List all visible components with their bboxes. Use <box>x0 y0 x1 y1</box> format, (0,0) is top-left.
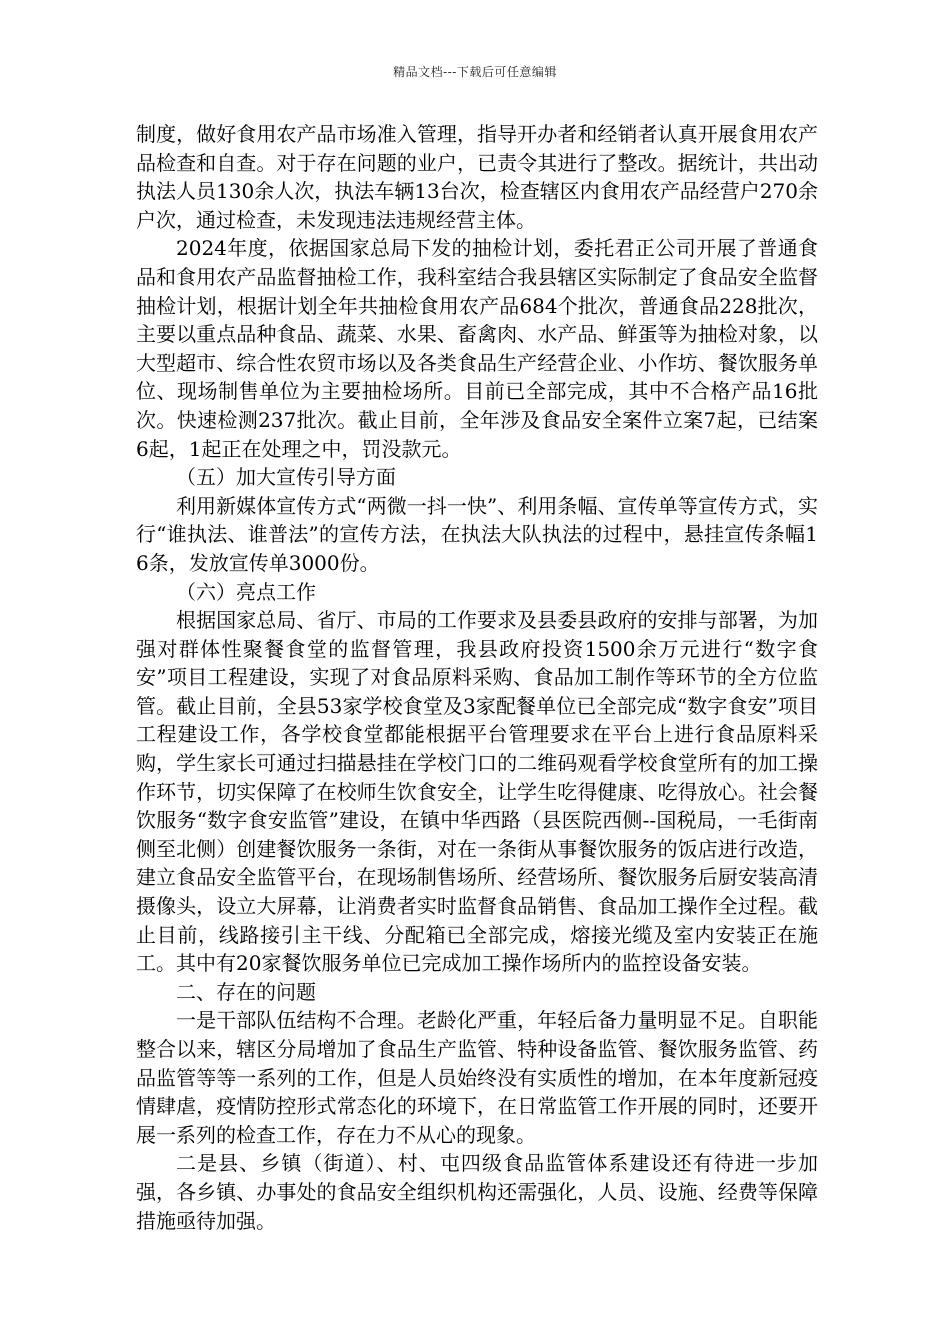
section-heading-problems: 二、存在的问题 <box>176 979 316 1004</box>
section-heading-publicity: （五）加大宣传引导方面 <box>176 465 396 490</box>
paragraph-sampling-inspection: 2024年度，依据国家总局下发的抽检计划，委托君正公司开展了普通食品和食用农产品监督抽检工作，我科室结合我县辖区实际制定了食品安全监督抽检计划，根据计划全年共抽检食用农产品684个批次，普通食品228批次，主要以重点品种食品、蔬菜、水果、畜禽肉、水产品、鲜蛋等为抽检对象，以大型超市、综合性农贸市场以及各类食品生产经营企业、小作坊、餐饮服务单位、现场制售单位为主要抽检场所。目前已全部完成，其中不合格产品16批次。快速检测237批次。截止目前，全年涉及食品安全案件立案7起，已结案6起，1起正在处理之中，罚没款元。 <box>136 236 818 461</box>
page-header: 精品文档---下载后可任意编辑 <box>393 65 557 79</box>
paragraph-problem-supervision-system: 二是县、乡镇（街道）、村、屯四级食品监管体系建设还有待进一步加强，各乡镇、办事处的食品安全组织机构还需强化，人员、设施、经费等保障措施亟待加强。 <box>136 1151 818 1233</box>
section-heading-highlights: （六）亮点工作 <box>176 579 316 604</box>
paragraph-publicity: 利用新媒体宣传方式“两微一抖一快”、利用条幅、宣传单等宣传方式，实行“谁执法、谁普法”的宣传方法，在执法大队执法的过程中，悬挂宣传条幅16条，发放宣传单3000份。 <box>136 493 818 575</box>
paragraph-highlights: 根据国家总局、省厅、市局的工作要求及县委县政府的安排与部署，为加强对群体性聚餐食堂的监督管理，我县政府投资1500余万元进行“数字食安”项目工程建设，实现了对食品原料采购、食品加工制作等环节的全方位监管。截止目前，全县53家学校食堂及3家配餐单位已全部完成“数字食安”项目工程建设工作，各学校食堂都能根据平台管理要求在平台上进行食品原料采购，学生家长可通过扫描悬挂在学校门口的二维码观看学校食堂所有的加工操作环节，切实保障了在校师生饮食安全，让学生吃得健康、吃得放心。社会餐饮服务“数字食安监管”建设，在镇中华西路（县医院西侧--国税局，一毛街南侧至北侧）创建餐饮服务一条街，对在一条街从事餐饮服务的饭店进行改造，建立食品安全监管平台，在现场制售场所、经营场所、餐饮服务后厨安装高清摄像头，设立大屏幕，让消费者实时监督食品销售、食品加工操作全过程。截止目前，线路接引主干线、分配箱已全部完成，熔接光缆及室内安装正在施工。其中有20家餐饮服务单位已完成加工操作场所内的监控设备安装。 <box>136 608 818 976</box>
paragraph-market-access: 制度，做好食用农产品市场准入管理，指导开办者和经销者认真开展食用农产品检查和自查。对于存在问题的业户，已责令其进行了整改。据统计，共出动执法人员130余人次，执法车辆13台次，检查辖区内食用农产品经营户270余户次，通过检查，未发现违法违规经营主体。 <box>136 122 818 232</box>
paragraph-problem-staffing: 一是干部队伍结构不合理。老龄化严重，年轻后备力量明显不足。自职能整合以来，辖区分局增加了食品生产监管、特种设备监管、餐饮服务监管、药品监管等等一系列的工作，但是人员始终没有实质性的增加，在本年度新冠疫情肆虐，疫情防控形式常态化的环境下，在日常监管工作开展的同时，还要开展一系列的检查工作，存在力不从心的现象。 <box>136 1008 818 1147</box>
document-body <box>136 120 818 1235</box>
